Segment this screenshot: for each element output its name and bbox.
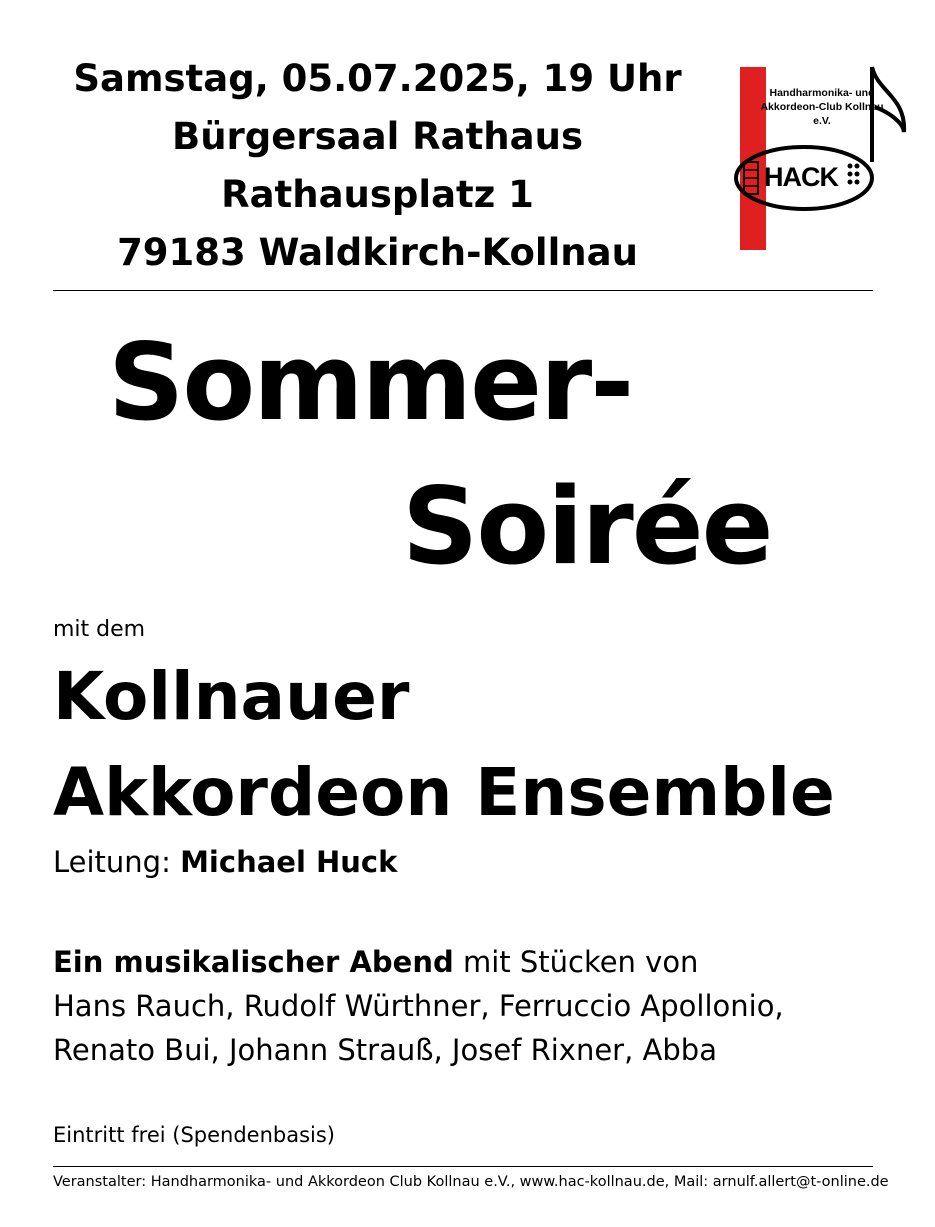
club-logo bbox=[728, 62, 913, 257]
program-lead: Ein musikalischer Abend bbox=[53, 945, 454, 979]
leader-label: Leitung: bbox=[53, 845, 171, 879]
top-divider bbox=[53, 290, 873, 291]
logo-text-line1: Handharmonika- und bbox=[769, 87, 875, 99]
bottom-divider bbox=[53, 1166, 873, 1167]
program-line2: Hans Rauch, Rudolf Würthner, Ferruccio Apollonio, bbox=[53, 989, 784, 1023]
logo-text-line2: Akkordeon-Club Kollnau bbox=[760, 101, 884, 113]
event-street: Rathausplatz 1 bbox=[221, 173, 534, 216]
intro-text: mit dem bbox=[53, 617, 146, 642]
admission: Eintritt frei (Spendenbasis) bbox=[53, 1123, 336, 1147]
ensemble-line2: Akkordeon Ensemble bbox=[53, 754, 835, 831]
program-line3: Renato Bui, Johann Strauß, Josef Rixner, Abba bbox=[53, 1033, 717, 1067]
leader bbox=[53, 845, 397, 879]
footer-organizer: Veranstalter: Handharmonika- und Akkordeon Club Kollnau e.V., www.hac-kollnau.de, Mail: arnulf.allert@t-online.de bbox=[53, 1174, 889, 1190]
logo-buttons bbox=[848, 164, 860, 185]
event-venue: Bürgersaal Rathaus bbox=[172, 115, 583, 158]
event-details bbox=[40, 50, 715, 282]
logo-emblem-text: HACK bbox=[764, 162, 838, 192]
ensemble-line1: Kollnauer bbox=[53, 658, 410, 735]
program-line1-rest: mit Stücken von bbox=[453, 945, 699, 979]
program bbox=[53, 940, 784, 1072]
program-line1 bbox=[53, 940, 784, 984]
event-date: Samstag, 05.07.2025, 19 Uhr bbox=[73, 57, 682, 100]
logo-text-line3: e.V. bbox=[813, 115, 831, 127]
leader-name: Michael Huck bbox=[180, 845, 398, 879]
event-city: 79183 Waldkirch-Kollnau bbox=[117, 231, 638, 274]
title-line2: Soirée bbox=[402, 465, 772, 588]
logo-note-flag bbox=[872, 67, 904, 132]
title-line1: Sommer- bbox=[108, 321, 633, 444]
